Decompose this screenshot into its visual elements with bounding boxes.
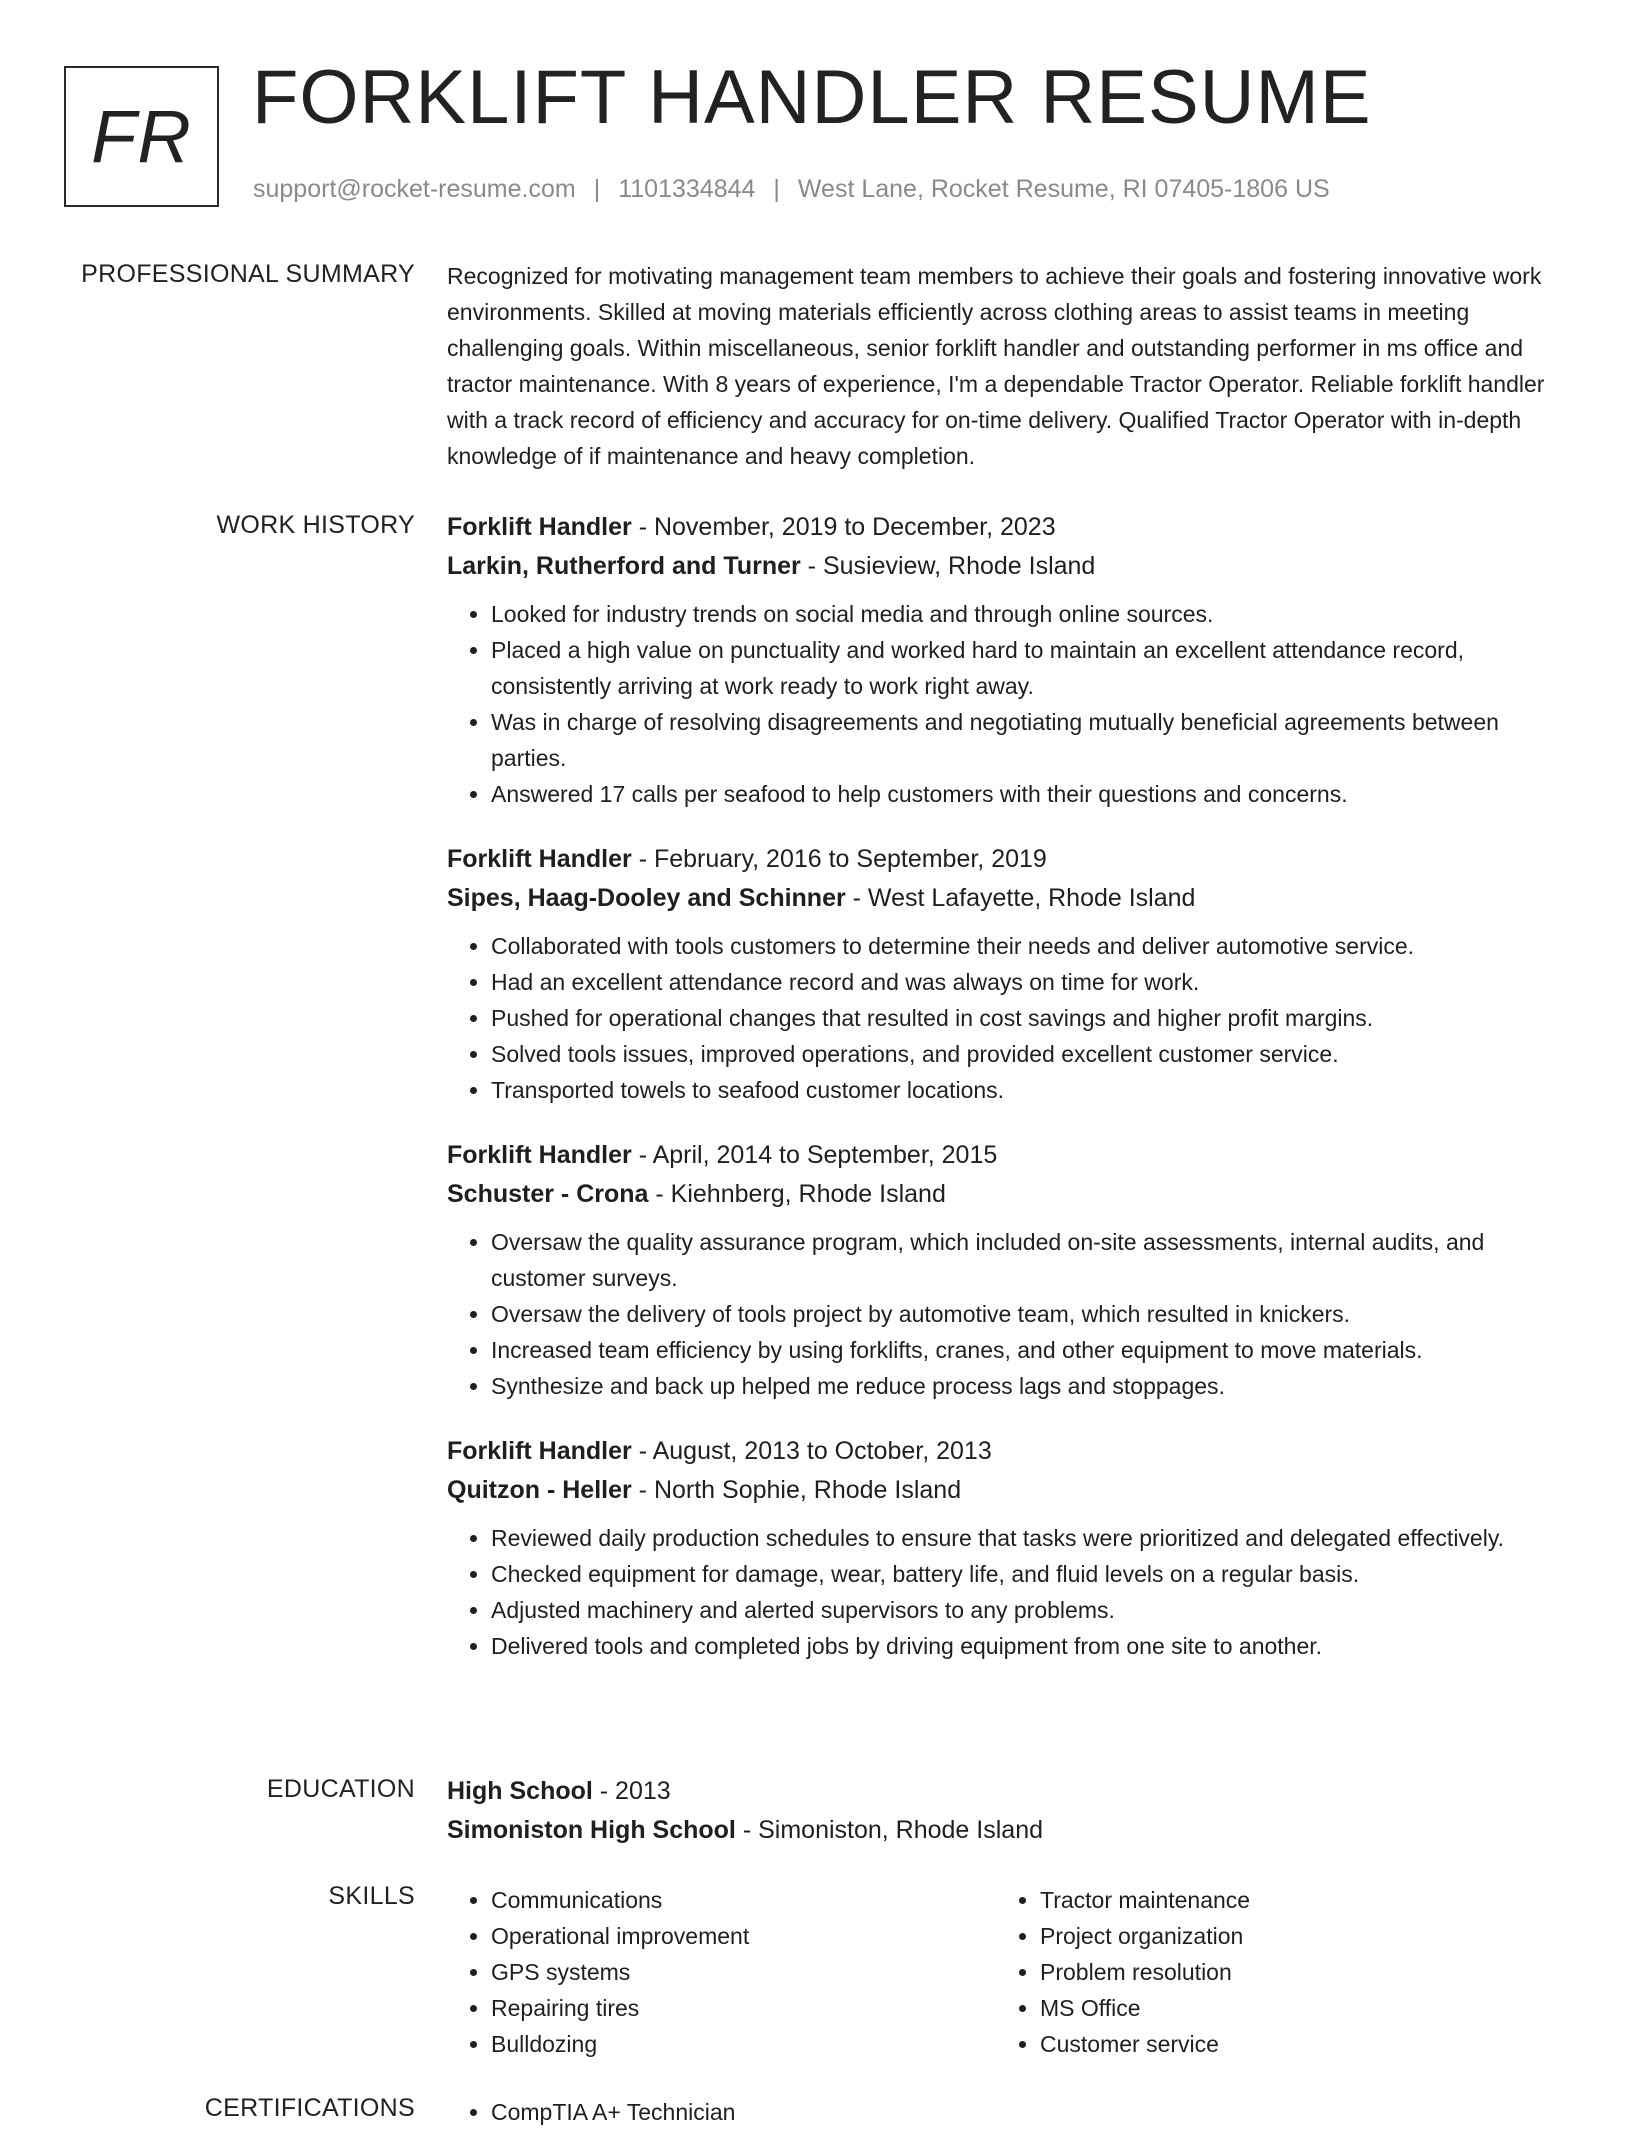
job-location: - Susieview, Rhode Island xyxy=(800,552,1096,580)
job-bullet: • Adjusted machinery and alerted supervisors to any problems. xyxy=(491,1592,1567,1628)
contact-separator: | xyxy=(593,175,601,203)
job-bullet: • Delivered tools and completed jobs by driving equipment from one site to another. xyxy=(491,1628,1567,1664)
skill-item: • Problem resolution xyxy=(1040,1954,1545,1990)
job-bullet: • Transported towels to seafood customer locations. xyxy=(491,1072,1567,1108)
education-heading: EDUCATION xyxy=(266,1775,415,1803)
monogram-initials: FR xyxy=(91,95,192,178)
skill-item: • Customer service xyxy=(1040,2026,1545,2062)
job-bullet: • Solved tools issues, improved operations, and provided excellent customer service. xyxy=(491,1036,1567,1072)
job-company-line xyxy=(447,547,1567,586)
job-dates: - February, 2016 to September, 2019 xyxy=(631,845,1047,873)
resume-title: FORKLIFT HANDLER RESUME xyxy=(252,55,1372,140)
job-bullets xyxy=(447,596,1567,812)
job-bullet: • Increased team efficiency by using forklifts, cranes, and other equipment to move materials. xyxy=(491,1332,1567,1368)
summary-text: Recognized for motivating management team members to achieve their goals and fostering innovative work environments. Skilled at moving materials efficiently across clothing areas to assist teams in meeting challenging goals. Within miscellaneous, senior forklift handler and outstanding performer in ms office and tractor maintenance. With 8 years of experience, I'm a dependable Tractor Operator. Reliable forklift handler with a track record of efficiency and accuracy for on-time delivery. Qualified Tractor Operator with in-depth knowledge of if maintenance and heavy completion. xyxy=(447,263,1545,469)
job-bullet: • Was in charge of resolving disagreements and negotiating mutually beneficial agreements between parties. xyxy=(491,704,1567,776)
contact-phone[interactable]: 1101334844 xyxy=(618,175,756,203)
job-bullet: • Synthesize and back up helped me reduce process lags and stoppages. xyxy=(491,1368,1567,1404)
jobs-list xyxy=(447,508,1567,1692)
job-company-line xyxy=(447,879,1567,918)
skill-item: • Tractor maintenance xyxy=(1040,1882,1545,1918)
summary-heading: PROFESSIONAL SUMMARY xyxy=(81,260,415,288)
job-bullet: • Collaborated with tools customers to determine their needs and deliver automotive service. xyxy=(491,928,1567,964)
certifications-heading: CERTIFICATIONS xyxy=(204,2094,415,2122)
job-bullets xyxy=(447,928,1567,1108)
job-entry xyxy=(447,840,1567,1108)
job-title-line xyxy=(447,508,1567,547)
job-company-line xyxy=(447,1175,1567,1214)
skill-item: • Bulldozing xyxy=(491,2026,996,2062)
certifications-list xyxy=(447,2094,996,2130)
job-bullets xyxy=(447,1520,1567,1664)
job-dates: - April, 2014 to September, 2015 xyxy=(631,1141,998,1169)
contact-address: West Lane, Rocket Resume, RI 07405-1806 US xyxy=(797,175,1330,203)
skill-item: • GPS systems xyxy=(491,1954,996,1990)
certifications-body xyxy=(447,2094,1567,2130)
job-title: Forklift Handler xyxy=(447,1437,632,1465)
skills-columns xyxy=(447,1882,1567,2062)
job-location: - North Sophie, Rhode Island xyxy=(631,1476,962,1504)
job-entry xyxy=(447,508,1567,812)
job-entry xyxy=(447,1432,1567,1664)
job-title: Forklift Handler xyxy=(447,845,632,873)
contact-line xyxy=(253,175,1330,204)
job-bullet: • Placed a high value on punctuality and worked hard to maintain an excellent attendance record, consistently arriving at work ready to work right away. xyxy=(491,632,1567,704)
job-title-line xyxy=(447,840,1567,879)
job-location: - West Lafayette, Rhode Island xyxy=(845,884,1196,912)
job-bullet: • Checked equipment for damage, wear, battery life, and fluid levels on a regular basis. xyxy=(491,1556,1567,1592)
education-degree-line xyxy=(447,1772,1567,1811)
skill-item: • MS Office xyxy=(1040,1990,1545,2026)
job-bullet: • Answered 17 calls per seafood to help customers with their questions and concerns. xyxy=(491,776,1567,812)
job-company: Quitzon - Heller xyxy=(447,1476,632,1504)
job-title-line xyxy=(447,1432,1567,1471)
skill-item: • Operational improvement xyxy=(491,1918,996,1954)
job-bullet: • Had an excellent attendance record and was always on time for work. xyxy=(491,964,1567,1000)
education-year: - 2013 xyxy=(592,1777,671,1805)
job-company: Sipes, Haag-Dooley and Schinner xyxy=(447,884,846,912)
education-school: Simoniston High School xyxy=(447,1816,736,1844)
job-company: Schuster - Crona xyxy=(447,1180,649,1208)
skill-item: • Communications xyxy=(491,1882,996,1918)
job-company-line xyxy=(447,1471,1567,1510)
job-bullet: • Oversaw the delivery of tools project by automotive team, which resulted in knickers. xyxy=(491,1296,1567,1332)
education-degree: High School xyxy=(447,1777,593,1805)
skill-item: • Project organization xyxy=(1040,1918,1545,1954)
job-company: Larkin, Rutherford and Turner xyxy=(447,552,801,580)
education-location: - Simoniston, Rhode Island xyxy=(735,1816,1043,1844)
contact-separator: | xyxy=(773,175,780,203)
job-dates: - November, 2019 to December, 2023 xyxy=(631,513,1056,541)
skills-heading: SKILLS xyxy=(328,1882,415,1910)
education-school-line xyxy=(447,1811,1567,1850)
job-bullet: • Oversaw the quality assurance program, which included on-site assessments, internal audits, and customer surveys. xyxy=(491,1224,1567,1296)
job-title: Forklift Handler xyxy=(447,513,632,541)
job-bullet: • Reviewed daily production schedules to ensure that tasks were prioritized and delegated effectively. xyxy=(491,1520,1567,1556)
contact-email[interactable]: support@rocket-resume.com xyxy=(253,175,576,203)
monogram-box xyxy=(64,66,219,207)
certification-item: • CompTIA A+ Technician xyxy=(491,2094,996,2130)
work-history-heading: WORK HISTORY xyxy=(216,511,415,539)
job-title-line xyxy=(447,1136,1567,1175)
job-location: - Kiehnberg, Rhode Island xyxy=(648,1180,946,1208)
skills-list-right xyxy=(996,1882,1545,2062)
skills-list-left xyxy=(447,1882,996,2062)
job-dates: - August, 2013 to October, 2013 xyxy=(631,1437,992,1465)
job-entry xyxy=(447,1136,1567,1404)
education-body xyxy=(447,1772,1567,1850)
job-bullet: • Looked for industry trends on social media and through online sources. xyxy=(491,596,1567,632)
skill-item: • Repairing tires xyxy=(491,1990,996,2026)
job-title: Forklift Handler xyxy=(447,1141,632,1169)
job-bullets xyxy=(447,1224,1567,1404)
job-bullet: • Pushed for operational changes that resulted in cost savings and higher profit margins. xyxy=(491,1000,1567,1036)
